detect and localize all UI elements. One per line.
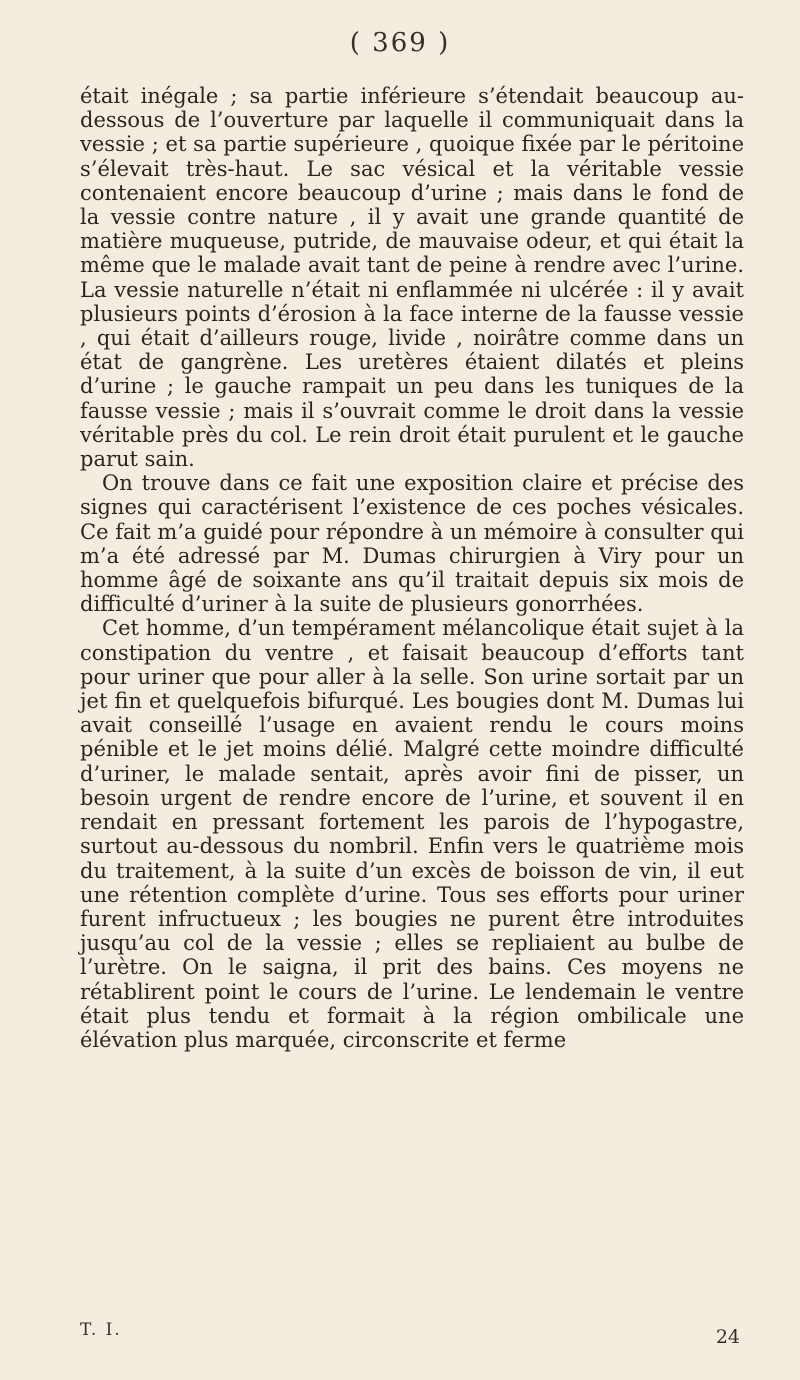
page-footer: [80, 1320, 744, 1348]
paragraph-2: On trouve dans ce fait une exposition claire et précise des signes qui caractérisent l’existence de ces poches vésicales. Ce fait m’a guidé pour répondre à un mémoire à consulter qui m’a été adressé par M. Dumas chirurgien à Viry pour un homme âgé de soixante ans qu’il traitait depuis six mois de difficulté d’uriner à la suite de plusieurs gonorrhées.: [80, 471, 744, 617]
paragraph-1: était inégale ; sa partie inférieure s’étendait beaucoup au-dessous de l’ouverture par laquelle il communiquait dans la vessie ; et sa partie supérieure , quoique fixée par le péritoine s’élevait très-haut. Le sac vésical et la véritable vessie contenaient encore beaucoup d’urine ; mais dans le fond de la vessie contre nature , il y avait une grande quantité de matière muqueuse, putride, de mauvaise odeur, et qui était la même que le malade avait tant de peine à rendre avec l’urine. La vessie naturelle n’était ni enflammée ni ulcérée : il y avait plusieurs points d’érosion à la face interne de la fausse vessie , qui était d’ailleurs rouge, livide , noirâtre comme dans un état de gangrène. Les uretères étaient dilatés et pleins d’urine ; le gauche rampait un peu dans les tuniques de la fausse vessie ; mais il s’ouvrait comme le droit dans la vessie véritable près du col. Le rein droit était purulent et le gauche parut sain.: [80, 84, 744, 472]
signature-mark: 24: [715, 1326, 740, 1348]
volume-mark: T. I.: [80, 1320, 122, 1340]
page-number: ( 369 ): [349, 28, 451, 58]
paragraph-3: Cet homme, d’un tempérament mélancolique était sujet à la constipation du ventre , et faisait beaucoup d’efforts tant pour uriner que pour aller à la selle. Son urine sortait par un jet fin et quelquefois bifurqué. Les bougies dont M. Dumas lui avait conseillé l’usage en avaient rendu le cours moins pénible et le jet moins délié. Malgré cette moindre difficulté d’uriner, le malade sentait, après avoir fini de pisser, un besoin urgent de rendre encore de l’urine, et souvent il en rendait en pressant fortement les parois de l’hypogastre, surtout au-dessous du nombril. Enfin vers le quatrième mois du traitement, à la suite d’un excès de boisson de vin, il eut une rétention complète d’urine. Tous ses efforts pour uriner furent infructueux ; les bougies ne purent être introduites jusqu’au col de la vessie ; elles se repliaient au bulbe de l’urètre. On le saigna, il prit des bains. Ces moyens ne rétablirent point le cours de l’urine. Le lendemain le ventre était plus tendu et formait à la région ombilicale une élévation plus marquée, circonscrite et ferme: [80, 616, 744, 1052]
body-text: [80, 84, 744, 1052]
